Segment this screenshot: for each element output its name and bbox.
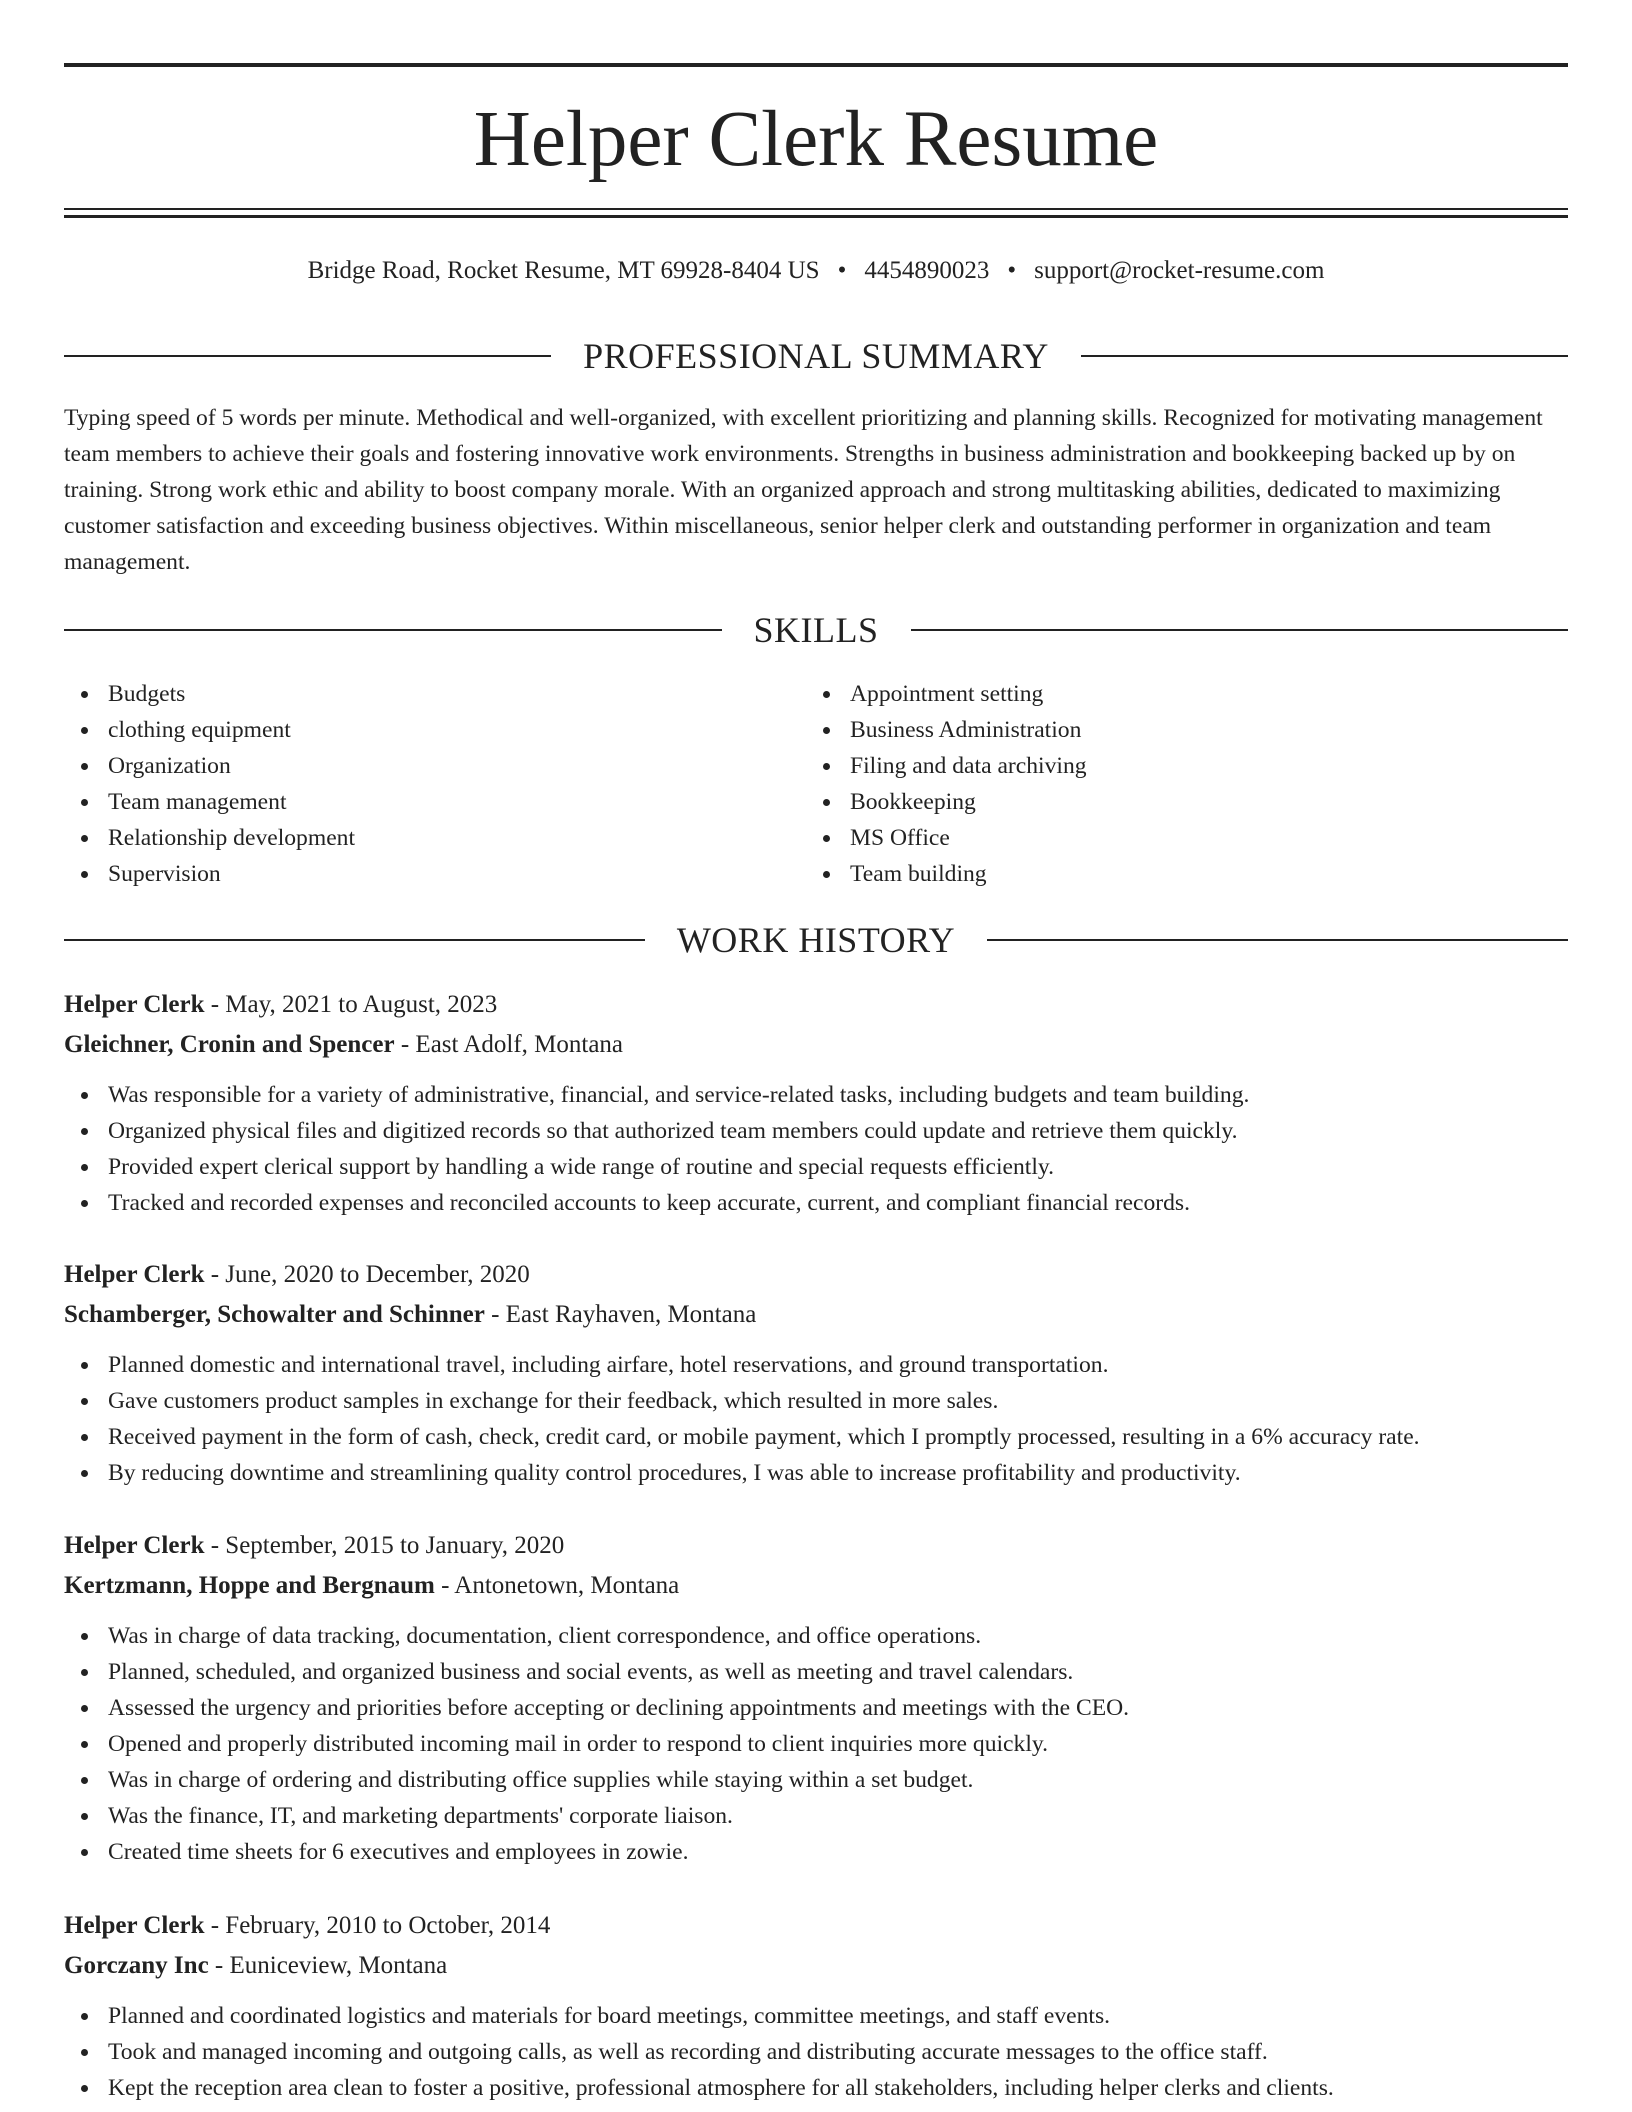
- job-company-line: [64, 1295, 1568, 1335]
- job-location: - East Rayhaven, Montana: [484, 1301, 757, 1328]
- heading-rule-right: [1081, 355, 1568, 357]
- job-company-line: [64, 1025, 1568, 1065]
- job-bullet: Planned, scheduled, and organized business and social events, as well as meeting and travel calendars.: [64, 1654, 1568, 1690]
- heading-rule-left: [64, 629, 722, 631]
- job-dates: - September, 2015 to January, 2020: [204, 1532, 565, 1559]
- contact-separator: •: [1007, 257, 1017, 284]
- work-section-heading: [64, 920, 1568, 960]
- contact-email: support@rocket-resume.com: [1034, 257, 1325, 284]
- job-company-line: [64, 1946, 1568, 1986]
- skill-item: Appointment setting: [806, 676, 1506, 712]
- header-top-rule: [64, 63, 1568, 67]
- job-entry: [64, 1255, 1568, 1491]
- job-title: Helper Clerk: [64, 1532, 205, 1559]
- contact-info: [64, 254, 1568, 288]
- skills-list-right: [806, 676, 1506, 892]
- skill-item: Filing and data archiving: [806, 748, 1506, 784]
- job-bullet: Planned domestic and international travel, including airfare, hotel reservations, and ground transportation.: [64, 1347, 1568, 1383]
- skill-item: Team building: [806, 856, 1506, 892]
- contact-address: Bridge Road, Rocket Resume, MT 69928-8404 US: [307, 257, 820, 284]
- job-bullet: Organized physical files and digitized records so that authorized team members could update and retrieve them quickly.: [64, 1113, 1568, 1149]
- job-title-line: [64, 985, 1568, 1025]
- job-bullet: Provided expert clerical support by handling a wide range of routine and special requests efficiently.: [64, 1149, 1568, 1185]
- skills-section-heading: [64, 610, 1568, 650]
- heading-rule-left: [64, 939, 645, 941]
- contact-phone: 4454890023: [864, 257, 990, 284]
- job-company: Gorczany Inc: [64, 1952, 209, 1979]
- skill-item: Bookkeeping: [806, 784, 1506, 820]
- summary-section-heading: [64, 336, 1568, 376]
- job-bullets: [64, 1347, 1568, 1491]
- job-dates: - June, 2020 to December, 2020: [204, 1261, 530, 1288]
- job-bullet: Created time sheets for 6 executives and employees in zowie.: [64, 1834, 1568, 1870]
- job-bullet: By reducing downtime and streamlining quality control procedures, I was able to increase profitability and productivity.: [64, 1455, 1568, 1491]
- job-company: Gleichner, Cronin and Spencer: [64, 1031, 395, 1058]
- job-title-line: [64, 1906, 1568, 1946]
- summary-text: Typing speed of 5 words per minute. Methodical and well-organized, with excellent prioritizing and planning skills. Recognized for motivating management team members to achieve their goals and fostering innovative work environments. Strengths in business administration and bookkeeping backed up by on training. Strong work ethic and ability to boost company morale. With an organized approach and strong multitasking abilities, dedicated to maximizing customer satisfaction and exceeding business objectives. Within miscellaneous, senior helper clerk and outstanding performer in organization and team management.: [64, 405, 1543, 575]
- heading-rule-right: [911, 629, 1569, 631]
- heading-rule-left: [64, 355, 551, 357]
- job-bullet: Was responsible for a variety of administrative, financial, and service-related tasks, including budgets and team building.: [64, 1077, 1568, 1113]
- header-rule-upper: [64, 208, 1568, 210]
- job-dates: - February, 2010 to October, 2014: [204, 1912, 551, 1939]
- job-entry: [64, 1906, 1568, 2106]
- job-title-line: [64, 1526, 1568, 1566]
- job-bullet: Opened and properly distributed incoming mail in order to respond to client inquiries more quickly.: [64, 1726, 1568, 1762]
- job-title: Helper Clerk: [64, 1261, 205, 1288]
- job-company: Schamberger, Schowalter and Schinner: [64, 1301, 485, 1328]
- resume-title: Helper Clerk Resume: [473, 96, 1159, 183]
- skill-item: clothing equipment: [64, 712, 764, 748]
- skills-heading-label: SKILLS: [753, 610, 879, 650]
- job-bullets: [64, 1618, 1568, 1870]
- job-location: - Euniceview, Montana: [208, 1952, 448, 1979]
- heading-rule-right: [987, 939, 1568, 941]
- job-title: Helper Clerk: [64, 991, 205, 1018]
- skill-item: Team management: [64, 784, 764, 820]
- skill-item: Supervision: [64, 856, 764, 892]
- skill-item: Organization: [64, 748, 764, 784]
- job-bullet: Planned and coordinated logistics and materials for board meetings, committee meetings, and staff events.: [64, 1998, 1568, 2034]
- job-bullet: Was in charge of ordering and distributing office supplies while staying within a set budget.: [64, 1762, 1568, 1798]
- contact-separator: •: [837, 257, 847, 284]
- job-entry: [64, 985, 1568, 1221]
- skill-item: MS Office: [806, 820, 1506, 856]
- job-bullet: Assessed the urgency and priorities before accepting or declining appointments and meetings with the CEO.: [64, 1690, 1568, 1726]
- header-rule-lower: [64, 215, 1568, 218]
- job-bullets: [64, 1077, 1568, 1221]
- job-title-line: [64, 1255, 1568, 1295]
- skill-item: Business Administration: [806, 712, 1506, 748]
- job-bullet: Gave customers product samples in exchange for their feedback, which resulted in more sales.: [64, 1383, 1568, 1419]
- job-title: Helper Clerk: [64, 1912, 205, 1939]
- job-location: - East Adolf, Montana: [394, 1031, 624, 1058]
- work-heading-label: WORK HISTORY: [676, 920, 956, 960]
- job-bullet: Tracked and recorded expenses and reconciled accounts to keep accurate, current, and compliant financial records.: [64, 1185, 1568, 1221]
- job-bullet: Kept the reception area clean to foster a positive, professional atmosphere for all stakeholders, including helper clerks and clients.: [64, 2070, 1568, 2106]
- job-bullet: Took and managed incoming and outgoing calls, as well as recording and distributing accurate messages to the office staff.: [64, 2034, 1568, 2070]
- job-company: Kertzmann, Hoppe and Bergnaum: [64, 1572, 435, 1599]
- job-dates: - May, 2021 to August, 2023: [204, 991, 498, 1018]
- skills-list-left: [64, 676, 764, 892]
- skill-item: Budgets: [64, 676, 764, 712]
- job-entry: [64, 1526, 1568, 1870]
- job-bullets: [64, 1998, 1568, 2106]
- job-bullet: Was in charge of data tracking, documentation, client correspondence, and office operations.: [64, 1618, 1568, 1654]
- job-location: - Antonetown, Montana: [434, 1572, 680, 1599]
- summary-heading-label: PROFESSIONAL SUMMARY: [583, 336, 1049, 376]
- job-bullet: Was the finance, IT, and marketing departments' corporate liaison.: [64, 1798, 1568, 1834]
- job-company-line: [64, 1566, 1568, 1606]
- skill-item: Relationship development: [64, 820, 764, 856]
- job-bullet: Received payment in the form of cash, check, credit card, or mobile payment, which I promptly processed, resulting in a 6% accuracy rate.: [64, 1419, 1568, 1455]
